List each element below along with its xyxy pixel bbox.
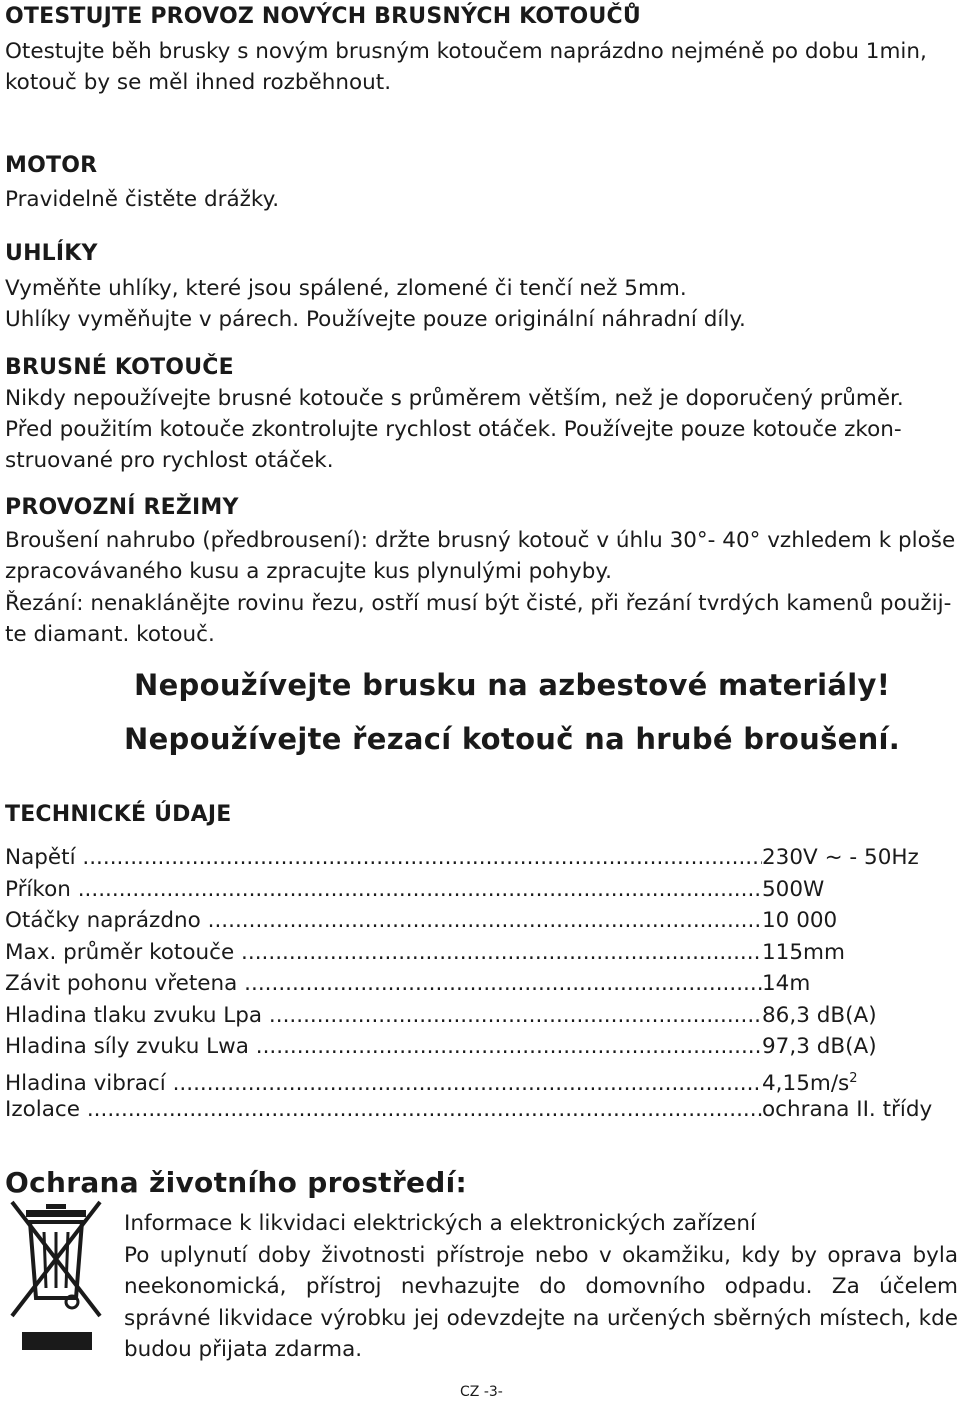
heading-test-discs: OTESTUJTE PROVOZ NOVÝCH BRUSNÝCH KOTOUČŮ — [5, 4, 641, 29]
spec-row-voltage — [5, 842, 955, 874]
spec-label: Otáčky naprázdno ..... — [5, 905, 762, 937]
warning-cutting-disc: Nepoužívejte řezací kotouč na hrubé broušení. — [124, 722, 901, 756]
text-modes-line4: te diamant. kotouč. — [5, 622, 215, 647]
spec-row-max-disc-diameter — [5, 937, 955, 969]
spec-label: Příkon ..... — [5, 874, 762, 906]
spec-value: 500W — [762, 876, 825, 902]
warning-asbestos: Nepoužívejte brusku na azbestové materiály! — [134, 668, 891, 702]
spec-value: $4,15m/s^2$ — [762, 1070, 858, 1096]
text-modes-line1: Broušení nahrubo (předbrousení): držte brusný kotouč v úhlu 30°- 40° vzhledem k ploše — [5, 528, 956, 553]
heading-operating-modes: PROVOZNÍ REŽIMY — [5, 495, 239, 520]
text-test-line1: Otestujte běh brusky s novým brusným kotoučem naprázdno nejméně po dobu 1min, — [5, 39, 927, 64]
spec-value: 115mm — [762, 939, 845, 965]
spec-value: ochrana II. třídy — [762, 1097, 933, 1122]
unit-exponent: 2 — [849, 1070, 858, 1086]
spec-label: Max. průměr kotouče ..... — [5, 937, 762, 969]
spec-label: Izolace ..... — [5, 1094, 762, 1126]
spec-row-spindle-thread — [5, 968, 955, 1000]
environment-paragraph: Po uplynutí doby životnosti přístroje nebo v okamžiku, kdy by oprava byla neekonomická, přístroj nevhazujte do domovního odpadu. Za účelem správné likvidace výrobku jej odevzdejte na určených sběrných místech, kde budou přijata zdarma. — [124, 1242, 958, 1362]
crossed-out-wheelie-bin-icon — [8, 1198, 103, 1378]
text-discs-line1: Nikdy nepoužívejte brusné kotouče s průměrem větším, než je doporučený průměr. — [5, 386, 904, 411]
spec-label: Napětí ..... — [5, 842, 762, 874]
spec-value: 230V ~ - 50Hz — [762, 845, 919, 870]
text-discs-line3: struované pro rychlost otáček. — [5, 448, 334, 473]
spec-row-sound-pressure — [5, 1000, 955, 1032]
heading-grinding-discs: BRUSNÉ KOTOUČE — [5, 355, 234, 380]
heading-carbon-brushes: UHLÍKY — [5, 241, 98, 266]
text-discs-line2: Před použitím kotouče zkontrolujte rychlost otáček. Používejte pouze kotouče zkon- — [5, 417, 902, 442]
spec-row-insulation — [5, 1094, 955, 1126]
spec-value: 10 000 — [762, 908, 838, 933]
spec-value: 97,3 dB(A) — [762, 1034, 877, 1059]
spec-label: Hladina vibrací ..... — [5, 1068, 762, 1100]
heading-technical-data: TECHNICKÉ ÚDAJE — [5, 802, 232, 827]
spec-label: Závit pohonu vřetena ..... — [5, 968, 762, 1000]
spec-label: Hladina síly zvuku Lwa ..... — [5, 1031, 762, 1063]
page-number: CZ -3- — [460, 1384, 503, 1400]
text-modes-line2: zpracovávaného kusu a zpracujte kus plynulými pohyby. — [5, 559, 612, 584]
spec-row-sound-power — [5, 1031, 955, 1063]
text-motor-line1: Pravidelně čistěte drážky. — [5, 187, 280, 212]
spec-row-vibration — [5, 1063, 955, 1095]
spec-row-power — [5, 874, 955, 906]
text-carbon-line1: Vyměňte uhlíky, které jsou spálené, zlomené či tenčí než 5mm. — [5, 276, 687, 301]
text-modes-line3: Řezání: nenaklánějte rovinu řezu, ostří musí být čisté, při řezání tvrdých kamenů použij- — [5, 591, 952, 616]
text-carbon-line2: Uhlíky vyměňujte v párech. Používejte pouze originální náhradní díly. — [5, 307, 746, 332]
spec-label: Hladina tlaku zvuku Lpa ..... — [5, 1000, 762, 1032]
spec-value: 86,3 dB(A) — [762, 1002, 877, 1028]
text-test-line2: kotouč by se měl ihned rozběhnout. — [5, 70, 392, 95]
heading-environment: Ochrana životního prostředí: — [5, 1166, 468, 1199]
environment-text — [124, 1208, 958, 1366]
spec-value: 14m — [762, 971, 811, 996]
spec-table — [5, 842, 955, 1126]
environment-info-line: Informace k likvidaci elektrických a elektronických zařízení — [124, 1211, 756, 1236]
spec-row-idle-speed — [5, 905, 955, 937]
heading-motor: MOTOR — [5, 153, 98, 178]
